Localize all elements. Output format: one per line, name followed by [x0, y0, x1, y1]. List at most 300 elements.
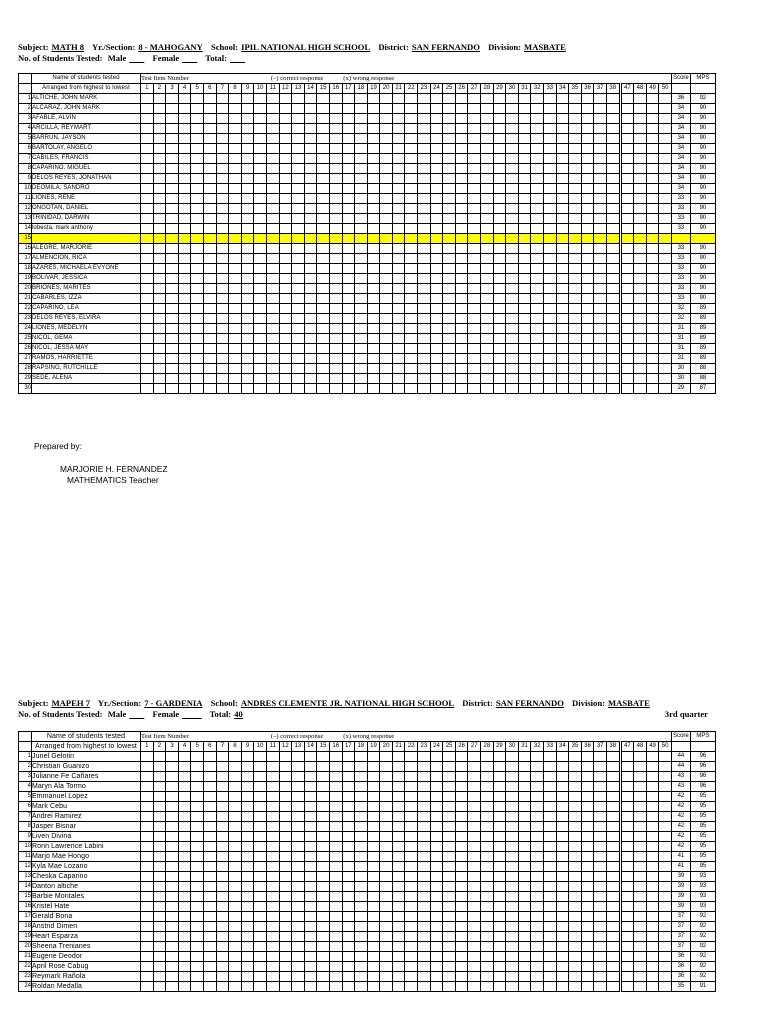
student-name: RAPSING, RUTCHILLE	[32, 364, 141, 374]
item-number: 50	[659, 742, 672, 752]
student-mps: 93	[690, 872, 715, 882]
student-mps: 90	[690, 264, 715, 274]
student-row	[19, 314, 716, 324]
student-row	[19, 154, 716, 164]
item-number: 35	[569, 84, 582, 94]
row-number: 3	[19, 772, 32, 782]
student-row	[19, 922, 716, 932]
items-header	[141, 732, 672, 742]
item-number: 11	[266, 742, 279, 752]
subject-value: MAPEH 7	[51, 698, 90, 708]
student-row	[19, 942, 716, 952]
student-mps: 88	[690, 364, 715, 374]
student-name: LIONES, RENE	[32, 194, 141, 204]
item-number: 30	[506, 742, 519, 752]
total-value: 40	[234, 709, 243, 719]
item-number: 30	[506, 84, 519, 94]
item-number: 27	[468, 742, 481, 752]
student-mps: 96	[690, 762, 715, 772]
item-number: 32	[531, 84, 544, 94]
row-number: 6	[19, 802, 32, 812]
student-mps: 95	[690, 832, 715, 842]
item-number: 24	[430, 742, 443, 752]
student-row	[19, 284, 716, 294]
tested-label: No. of Students Tested:	[18, 709, 103, 719]
student-score: 33	[671, 194, 690, 204]
item-number: 48	[634, 742, 647, 752]
row-number: 18	[19, 922, 32, 932]
row-number: 4	[19, 782, 32, 792]
item-number: 5	[191, 742, 204, 752]
item-number: 9	[241, 742, 254, 752]
student-name: TRINIDAD, DARWIN	[32, 214, 141, 224]
item-number: 13	[292, 84, 305, 94]
student-score: 33	[671, 224, 690, 234]
student-row	[19, 114, 716, 124]
student-score: 42	[671, 792, 690, 802]
student-row	[19, 174, 716, 184]
item-number: 38	[606, 84, 620, 94]
student-name: April Rose Cabug	[32, 962, 141, 972]
item-number: 27	[468, 84, 481, 94]
district-value: SAN FERNANDO	[495, 698, 564, 708]
item-number: 6	[203, 84, 216, 94]
student-mps: 95	[690, 852, 715, 862]
item-number: 37	[594, 84, 607, 94]
student-score: 30	[671, 364, 690, 374]
total-label: Total:	[209, 709, 232, 719]
female-label: Female	[152, 53, 180, 63]
student-score: 42	[671, 832, 690, 842]
school-label: School:	[210, 698, 238, 708]
item-number: 25	[443, 742, 456, 752]
student-row	[19, 374, 716, 384]
item-number: 11	[266, 84, 279, 94]
names-subheader: Arranged from highest to lowest	[32, 742, 141, 752]
student-name: Danton altiche	[32, 882, 141, 892]
item-number-title: Test Item Number	[141, 75, 189, 82]
student-name: DELOS REYES, ELVIRA	[32, 314, 141, 324]
mps-header: MPS	[690, 74, 715, 84]
female-label: Female	[152, 709, 180, 719]
item-number: 20	[380, 84, 393, 94]
score-header: Score	[671, 74, 690, 84]
student-row	[19, 354, 716, 364]
student-mps: 90	[690, 184, 715, 194]
student-score: 41	[671, 852, 690, 862]
student-score: 44	[671, 762, 690, 772]
item-number: 33	[544, 84, 557, 94]
student-mps: 96	[690, 752, 715, 762]
student-score: 36	[671, 972, 690, 982]
item-number: 12	[279, 742, 292, 752]
student-score: 36	[671, 962, 690, 972]
item-number: 1	[141, 84, 154, 94]
row-number: 4	[19, 124, 32, 134]
student-score: 34	[671, 164, 690, 174]
teacher-name: MARJORIE H. FERNANDEZ	[60, 464, 168, 474]
row-number: 19	[19, 274, 32, 284]
item-number: 47	[620, 742, 634, 752]
division-value: MASBATE	[608, 698, 650, 708]
student-name: Cheska Caparino	[32, 872, 141, 882]
sheet1-header-line1	[18, 42, 572, 52]
student-mps: 90	[690, 224, 715, 234]
subject-label: Subject:	[18, 698, 49, 708]
student-score: 34	[671, 144, 690, 154]
student-mps: 90	[690, 214, 715, 224]
items-header	[141, 74, 672, 84]
item-number: 47	[620, 84, 634, 94]
student-mps: 96	[690, 782, 715, 792]
row-number: 16	[19, 244, 32, 254]
student-row	[19, 772, 716, 782]
student-row	[19, 344, 716, 354]
row-number: 10	[19, 842, 32, 852]
item-number: 19	[367, 84, 380, 94]
row-number: 24	[19, 324, 32, 334]
student-row	[19, 164, 716, 174]
district-value: SAN FERNANDO	[411, 42, 480, 52]
student-name: CAPARINO, LEA	[32, 304, 141, 314]
row-number: 20	[19, 942, 32, 952]
row-number: 5	[19, 134, 32, 144]
item-number: 29	[493, 84, 506, 94]
student-row	[19, 812, 716, 822]
student-name: Reymark Rañola	[32, 972, 141, 982]
student-score: 32	[671, 314, 690, 324]
student-row	[19, 752, 716, 762]
student-mps: 89	[690, 324, 715, 334]
student-row	[19, 384, 716, 394]
correct-legend: (–) correct response	[270, 75, 324, 82]
score-header: Score	[671, 732, 690, 742]
student-row	[19, 204, 716, 214]
student-name: DEOMILA, SANDRO	[32, 184, 141, 194]
item-number: 35	[569, 742, 582, 752]
row-number: 24	[19, 982, 32, 992]
student-name: Gerald Bona	[32, 912, 141, 922]
row-number: 2	[19, 104, 32, 114]
student-score: 33	[671, 254, 690, 264]
student-score: 37	[671, 942, 690, 952]
male-label: Male	[107, 709, 127, 719]
student-mps: 90	[690, 164, 715, 174]
row-number: 13	[19, 872, 32, 882]
row-number: 28	[19, 364, 32, 374]
row-number: 12	[19, 862, 32, 872]
student-row	[19, 842, 716, 852]
row-number: 8	[19, 822, 32, 832]
student-row	[19, 194, 716, 204]
row-number: 18	[19, 264, 32, 274]
student-mps: 90	[690, 134, 715, 144]
student-name: Marjo Mae Hongo	[32, 852, 141, 862]
row-number: 21	[19, 294, 32, 304]
student-score: 33	[671, 204, 690, 214]
item-number: 19	[367, 742, 380, 752]
row-number: 21	[19, 952, 32, 962]
student-score: 42	[671, 802, 690, 812]
student-score	[671, 234, 690, 244]
item-number: 48	[634, 84, 647, 94]
student-row	[19, 224, 716, 234]
wrong-legend: (x) wrong response	[343, 733, 395, 740]
item-number: 14	[304, 742, 317, 752]
student-row	[19, 782, 716, 792]
item-number: 34	[556, 84, 569, 94]
student-score: 33	[671, 294, 690, 304]
row-number: 13	[19, 214, 32, 224]
student-row	[19, 822, 716, 832]
student-score: 29	[671, 384, 690, 394]
student-score: 33	[671, 244, 690, 254]
student-mps: 92	[690, 922, 715, 932]
names-header: Name of students tested	[32, 732, 141, 742]
item-number: 18	[355, 742, 368, 752]
student-mps: 89	[690, 304, 715, 314]
item-number: 14	[304, 84, 317, 94]
item-number: 22	[405, 84, 418, 94]
student-mps: 92	[690, 912, 715, 922]
student-score: 39	[671, 872, 690, 882]
student-score: 41	[671, 862, 690, 872]
prepared-by-label: Prepared by:	[34, 441, 82, 451]
division-label: Division:	[572, 698, 605, 708]
tested-label: No. of Students Tested:	[18, 53, 103, 63]
student-row	[19, 234, 716, 244]
student-name: DELOS REYES, JONATHAN	[32, 174, 141, 184]
row-number: 12	[19, 204, 32, 214]
student-name: Kristel Hate	[32, 902, 141, 912]
subject-label: Subject:	[18, 42, 49, 52]
names-header: Name of students tested	[32, 74, 141, 84]
student-name: Jasper Bisnar	[32, 822, 141, 832]
student-score: 33	[671, 264, 690, 274]
student-name: Emmanuel Lopez	[32, 792, 141, 802]
student-row	[19, 892, 716, 902]
item-number: 3	[166, 84, 179, 94]
row-number: 6	[19, 144, 32, 154]
student-score: 34	[671, 114, 690, 124]
student-name: ALEGRE, MARJORIE	[32, 244, 141, 254]
student-mps: 95	[690, 792, 715, 802]
row-number: 20	[19, 284, 32, 294]
item-number: 26	[455, 84, 468, 94]
student-mps: 91	[690, 982, 715, 992]
student-mps: 95	[690, 842, 715, 852]
school-value: ANDRES CLEMENTE JR. NATIONAL HIGH SCHOOL	[240, 698, 455, 708]
item-number: 31	[518, 742, 531, 752]
student-mps: 96	[690, 772, 715, 782]
district-label: District:	[462, 698, 493, 708]
student-score: 32	[671, 304, 690, 314]
row-number: 22	[19, 962, 32, 972]
student-row	[19, 762, 716, 772]
student-row	[19, 104, 716, 114]
student-mps: 92	[690, 952, 715, 962]
row-number: 25	[19, 334, 32, 344]
student-name: Heart Esparza	[32, 932, 141, 942]
item-number: 16	[329, 742, 342, 752]
student-mps: 90	[690, 284, 715, 294]
student-mps: 89	[690, 314, 715, 324]
item-number: 2	[153, 84, 166, 94]
student-score: 31	[671, 324, 690, 334]
item-number: 16	[329, 84, 342, 94]
student-mps: 88	[690, 374, 715, 384]
student-mps: 89	[690, 354, 715, 364]
student-mps: 90	[690, 244, 715, 254]
item-number: 4	[178, 84, 191, 94]
subject-value: MATH 8	[51, 42, 85, 52]
row-number: 9	[19, 832, 32, 842]
student-mps: 90	[690, 174, 715, 184]
row-number: 10	[19, 184, 32, 194]
header-row	[19, 732, 716, 742]
student-row	[19, 304, 716, 314]
item-number: 33	[544, 742, 557, 752]
student-name: NICOL, JESSA MAY	[32, 344, 141, 354]
header-row	[19, 74, 716, 84]
student-mps: 92	[690, 94, 715, 104]
row-number: 23	[19, 314, 32, 324]
item-number: 8	[229, 742, 242, 752]
student-row	[19, 254, 716, 264]
student-row	[19, 334, 716, 344]
student-row	[19, 244, 716, 254]
student-mps: 93	[690, 882, 715, 892]
student-mps: 90	[690, 204, 715, 214]
student-name: NICOL, GEMA	[32, 334, 141, 344]
row-number: 17	[19, 912, 32, 922]
student-row	[19, 832, 716, 842]
student-name: lobesta, mark anthony	[32, 224, 141, 234]
student-name: BARTOLAY, ANGELO	[32, 144, 141, 154]
student-mps: 90	[690, 104, 715, 114]
row-number: 11	[19, 194, 32, 204]
student-mps	[690, 234, 715, 244]
student-score: 43	[671, 772, 690, 782]
student-row	[19, 792, 716, 802]
student-name: CABILES, FRANCIS	[32, 154, 141, 164]
item-number: 8	[229, 84, 242, 94]
student-mps: 90	[690, 294, 715, 304]
student-row	[19, 872, 716, 882]
student-score: 31	[671, 344, 690, 354]
student-name: Kyla Mae Lozano	[32, 862, 141, 872]
item-number: 32	[531, 742, 544, 752]
item-number: 34	[556, 742, 569, 752]
row-number: 16	[19, 902, 32, 912]
student-row	[19, 972, 716, 982]
section-label: Yr./Section:	[91, 42, 136, 52]
student-name: Ronn Lawrence Labini	[32, 842, 141, 852]
student-mps: 92	[690, 932, 715, 942]
student-score: 30	[671, 374, 690, 384]
section-value: 7 - GARDENIA	[144, 698, 203, 708]
item-number: 21	[392, 742, 405, 752]
student-score: 31	[671, 334, 690, 344]
student-mps: 95	[690, 822, 715, 832]
item-number: 49	[646, 84, 659, 94]
item-number: 28	[481, 84, 494, 94]
student-name: Eugene Deodor	[32, 952, 141, 962]
student-row	[19, 862, 716, 872]
total-label: Total:	[205, 53, 227, 63]
item-number: 13	[292, 742, 305, 752]
student-score: 42	[671, 842, 690, 852]
student-score: 33	[671, 274, 690, 284]
names-subheader: Arranged from highest to lowest	[32, 84, 141, 94]
student-name: Andrei Ramirez	[32, 812, 141, 822]
mps-header: MPS	[690, 732, 715, 742]
student-row	[19, 274, 716, 284]
student-name: Mark Cebu	[32, 802, 141, 812]
item-number: 1	[141, 742, 154, 752]
item-number: 38	[606, 742, 620, 752]
row-number: 17	[19, 254, 32, 264]
student-name: Roldan Medalla	[32, 982, 141, 992]
student-name: BRIONES, MARITES	[32, 284, 141, 294]
item-number: 3	[166, 742, 179, 752]
student-mps: 87	[690, 384, 715, 394]
student-name: AFABLE, ALVIN	[32, 114, 141, 124]
school-value: IPIL NATIONAL HIGH SCHOOL	[241, 42, 371, 52]
student-mps: 90	[690, 124, 715, 134]
student-name: BARRUN, JAYSON	[32, 134, 141, 144]
student-name: Liven Divina	[32, 832, 141, 842]
student-name: BOLIVAR, JESSICA	[32, 274, 141, 284]
sheet1-header-line2	[18, 53, 251, 63]
row-number: 2	[19, 762, 32, 772]
student-score: 33	[671, 214, 690, 224]
row-number: 1	[19, 752, 32, 762]
item-number: 17	[342, 84, 355, 94]
student-name	[32, 234, 141, 244]
student-mps: 90	[690, 114, 715, 124]
student-name: Christian Guanizo	[32, 762, 141, 772]
student-row	[19, 214, 716, 224]
row-number: 26	[19, 344, 32, 354]
student-name: Junel Gelotin	[32, 752, 141, 762]
item-number: 24	[430, 84, 443, 94]
item-number: 23	[418, 742, 431, 752]
section-value: 8 - MAHOGANY	[138, 42, 203, 52]
student-name: Anstrid Dimen	[32, 922, 141, 932]
student-score: 34	[671, 104, 690, 114]
sheet1-score-table	[18, 73, 716, 394]
student-name: ALTICHE, JOHN MARK	[32, 94, 141, 104]
item-number: 23	[418, 84, 431, 94]
item-number: 9	[241, 84, 254, 94]
row-number: 8	[19, 164, 32, 174]
student-row	[19, 324, 716, 334]
student-score: 34	[671, 154, 690, 164]
student-name: Maryn Ala Tormo	[32, 782, 141, 792]
quarter-label: 3rd quarter	[664, 709, 708, 719]
student-name: Julianne Fe Cañares	[32, 772, 141, 782]
item-number: 36	[581, 742, 594, 752]
student-name	[32, 384, 141, 394]
row-number: 30	[19, 384, 32, 394]
student-name: LIONES, MEDELYN	[32, 324, 141, 334]
student-row	[19, 932, 716, 942]
student-mps: 89	[690, 334, 715, 344]
student-mps: 90	[690, 194, 715, 204]
item-number: 29	[493, 742, 506, 752]
student-mps: 90	[690, 274, 715, 284]
